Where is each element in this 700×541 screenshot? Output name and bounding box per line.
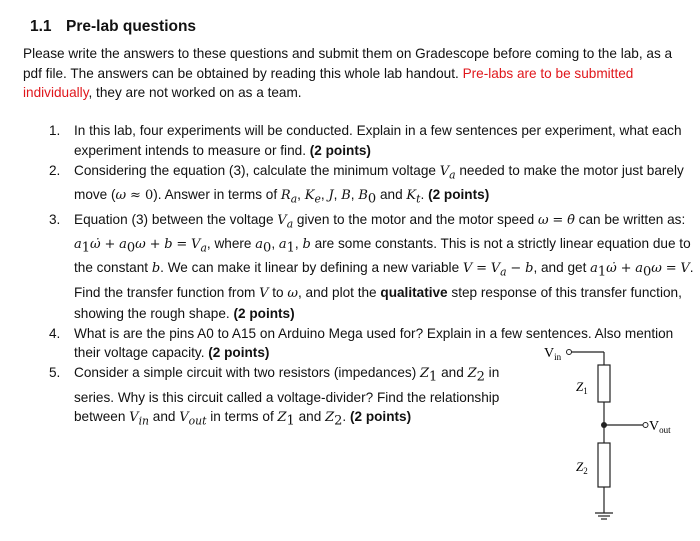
z2-label: $Z_2$ [576, 459, 588, 476]
question-text: What is are the pins A0 to A15 on Arduino Mega used for? Explain in a few sentences. Also mention their voltage capacity. [74, 325, 674, 361]
vin-terminal [567, 350, 572, 355]
question-number: 4. [49, 325, 61, 341]
question-1 [0, 121, 700, 161]
intro-highlight: Pre-labs are to be submitted individually [23, 65, 634, 100]
vout-terminal [643, 423, 648, 428]
section-heading [30, 18, 196, 36]
question-points: (2 points) [309, 142, 371, 158]
z2-resistor [598, 443, 610, 487]
voltage-divider-circuit [536, 340, 696, 530]
question-points: (2 points) [208, 345, 270, 361]
question-number: 1. [49, 123, 61, 138]
question-2 [0, 161, 700, 210]
intro-tail: , they are not worked on as a team. [88, 85, 302, 100]
intro-paragraph [23, 44, 689, 103]
vout-label: $V_{out}$ [649, 419, 671, 435]
section-title: Pre-lab questions [66, 18, 197, 35]
z1-label: $Z_1$ [576, 379, 588, 396]
question-number: 2. [49, 162, 61, 178]
ground-icon [595, 513, 613, 519]
intro-text: Please write the answers to these questions and submit them on Gradescope before coming to the lab, as a pdf file. The answers can be obtained by reading this whole lab handout. [23, 46, 673, 81]
question-points: (2 points) [233, 305, 295, 321]
question-text: In this lab, four experiments will be conducted. Explain in a few sentences per experiment, what each experiment intends to measure or find. [74, 123, 682, 158]
z1-resistor [598, 365, 610, 402]
vin-label: $V_{in}$ [544, 346, 562, 362]
question-text: Consider a simple circuit with two resistors (impedances) $Z_1$ and $Z_2$ in series. Why is this circuit called a voltage-divider? Find the relationship between $V_{in}$ and $V_{out}$ in terms of $Z_1$ and $Z_2$. [74, 365, 500, 430]
question-3 [0, 210, 700, 324]
question-number: 5. [49, 365, 61, 381]
question-number: 3. [49, 211, 61, 227]
question-points: (2 points) [428, 186, 490, 202]
question-points: (2 points) [349, 409, 412, 425]
qualitative-emphasis: qualitative [380, 284, 448, 300]
question-text: Equation (3) between the voltage $V_a$ given to the motor and the motor speed ω = θ̇ can be written as: $a_1\omegȧ + a_0\omega + b = V_a$, where $a_0$, $a_1$, b are some constants. This is not a strictly linear equation due to the constant b. We can make it linear by defining a new variable $V = V_a - b$, and get $a_1\omegȧ + a_0\omega = V$. Find the transfer function from V to ω, and plot the qualitative step response of this transfer function, showing the rough shape. [74, 211, 694, 321]
question-text: Considering the equation (3), calculate the minimum voltage $V_a$ needed to make the motor just barely move (ω ≈ 0). Answer in terms of $R_a$, $K_e$, J, B, $B_0$ and $K_t$. [74, 162, 684, 207]
section-number: 1.1 [30, 18, 52, 35]
